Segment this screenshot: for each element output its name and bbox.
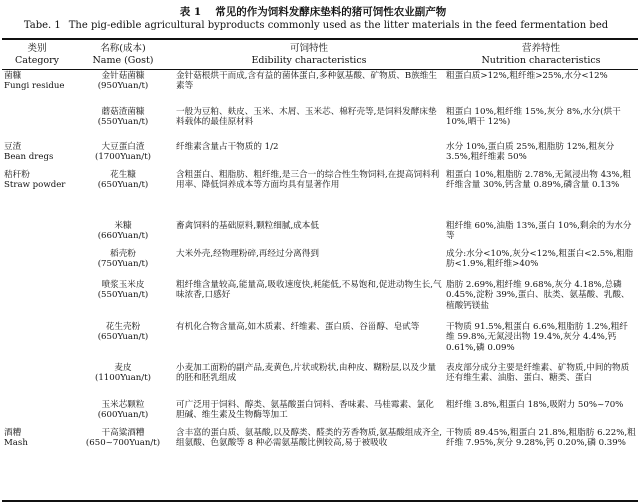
cell-category (2, 106, 72, 141)
cell-edibility: 大米外壳,经物理粉碎,再经过分离得到 (176, 249, 319, 259)
cell-edibility: 粗纤维含量较高,能量高,吸收速度快,耗能低,不易饱和,促进动物生长,气味浓香,口感好 (176, 280, 442, 301)
table-row (2, 321, 638, 362)
cell-edibility: 含丰富的蛋白质、氨基酸,以及醇类、醛类的芳香物质,氨基酸组成齐全,组氨酸、色氨酸等 8 种必需氨基酸比例较高,易于被吸收 (176, 428, 443, 449)
table-bottom-rule (2, 500, 638, 502)
header-nutrition: 营养特性 Nutrition characteristics (481, 42, 601, 66)
cell-name-cost: 花生糠 (650Yuan/t) (97, 170, 149, 191)
table-caption-zh (0, 4, 640, 19)
header-row (2, 40, 638, 69)
table-row (2, 362, 638, 399)
cell-name-cost: 蘑菇渣菌糠 (550Yuan/t) (97, 107, 149, 128)
cell-edibility: 有机化合物含量高,如木质素、纤维素、蛋白质、谷甾醇、皂甙等 (176, 322, 420, 332)
cell-edibility: 含粗蛋白、粗脂肪、粗纤维,是三合一的综合性生物饲料,在提高饲料利用率、降低饲养成本等方面均具有显著作用 (176, 170, 440, 191)
cell-name-cost: 大豆蛋白渣 (1700Yuan/t) (94, 142, 152, 163)
cell-nutrition: 表皮部分成分主要是纤维素、矿物质,中间的物质还有维生素、油脂、蛋白、糖类、蛋白 (446, 363, 630, 384)
cell-name-cost: 玉米芯颗粒 (600Yuan/t) (97, 400, 149, 421)
table-row (2, 220, 638, 248)
table-caption-en (0, 20, 640, 31)
table-number-en: Tabe. 1 (23, 20, 61, 31)
cell-nutrition: 粗蛋白 10%,粗纤维 15%,灰分 8%,水分(烘干 10%,晒干 12%) (446, 107, 621, 128)
cell-nutrition: 水分 10%,蛋白质 25%,粗脂肪 12%,粗灰分 3.5%,粗纤维素 50% (446, 142, 615, 163)
header-category: 类别 Category (14, 42, 60, 66)
cell-nutrition: 成分:水分<10%,灰分<12%,粗蛋白<2.5%,粗脂肪<1.9%,粗纤维>40% (446, 249, 634, 270)
cell-edibility: 畜禽饲料的基础原料,颗粒细腻,成本低 (176, 221, 319, 231)
table-header (2, 40, 638, 69)
cell-name-cost: 喷浆玉米皮 (550Yuan/t) (97, 280, 149, 301)
cell-category: 菌糠 Fungi residue (4, 71, 65, 92)
cell-nutrition: 干物质 91.5%,粗蛋白 6.6%,粗脂肪 1.2%,粗纤维 59.8%,无氮浸出物 19.4%,灰分 4.4%,钙 0.61%,磷 0.09% (446, 322, 628, 353)
cell-name-cost: 花生壳粉 (650Yuan/t) (97, 322, 149, 343)
cell-nutrition: 粗蛋白 10%,粗脂肪 2.78%,无氮浸出物 43%,粗纤维含量 30%,钙含量 0.89%,磷含量 0.13% (446, 170, 632, 191)
cell-nutrition: 干物质 89.45%,粗蛋白 21.8%,粗脂肪 6.22%,粗纤维 7.95%,灰分 9.28%,钙 0.20%,磷 0.39% (446, 428, 636, 449)
table-body (2, 70, 638, 470)
cell-edibility: 一般为豆粕、麸皮、玉米、木屑、玉米芯、棉籽壳等,是饲料发酵床垫料载体的最佳原材料 (176, 107, 437, 128)
cell-category (2, 399, 72, 427)
header-name-cost: 名称(成本) Name (Gost) (92, 42, 154, 66)
table-row (2, 427, 638, 470)
cell-edibility: 纤维素含量占干物质的 1/2 (176, 142, 279, 152)
cell-edibility: 金针菇根烘干而成,含有益的菌体蛋白,多种氨基酸、矿物质、B族维生素等 (176, 71, 437, 92)
table-row (2, 248, 638, 279)
cell-edibility: 可广泛用于饲料、醇类、氨基酸蛋白饲料、香味素、马桂霉素、氯化胆碱、维生素及生物酶等加工 (176, 400, 434, 421)
cell-edibility: 小麦加工面粉的副产品,麦黄色,片状或粉状,由种皮、糊粉层,以及少量的胚和胚乳组成 (176, 363, 437, 384)
table-row (2, 141, 638, 169)
cell-name-cost: 稻壳粉 (750Yuan/t) (97, 249, 149, 270)
table-row (2, 169, 638, 220)
table-row (2, 106, 638, 141)
table-row (2, 279, 638, 321)
watermark (395, 486, 635, 500)
cell-category (2, 279, 72, 321)
cell-nutrition: 粗纤维 60%,油脂 13%,蛋白 10%,剩余的为水分等 (446, 221, 632, 242)
cell-category: 秸秆粉 Straw powder (4, 170, 66, 191)
cell-name-cost: 麦皮 (1100Yuan/t) (94, 363, 152, 384)
cell-category: 豆渣 Bean dregs (4, 142, 54, 163)
table-title-en: The pig-edible agricultural byproducts commonly used as the litter materials in the feed fermentation bed (68, 20, 609, 31)
cell-name-cost: 金针菇菌糠 (950Yuan/t) (97, 71, 149, 92)
cell-category: 酒糟 Mash (4, 428, 28, 449)
cell-nutrition: 脂肪 2.69%,粗纤维 9.68%,灰分 4.18%,总磷 0.45%,淀粉 39%,蛋白、肽类、氨基酸、乳酸、植酸钙镁盐 (446, 280, 630, 311)
cell-name-cost: 干高粱酒糟 (650~700Yuan/t) (85, 428, 161, 449)
table-row (2, 399, 638, 427)
header-edibility: 可饲特性 Edibility characteristics (251, 42, 367, 66)
table-number-zh: 表 1 (179, 6, 202, 18)
cell-category (2, 220, 72, 248)
cell-nutrition: 粗纤维 3.8%,粗蛋白 18%,吸附力 50%~70% (446, 400, 624, 410)
table-row (2, 70, 638, 106)
cell-name-cost: 米糠 (660Yuan/t) (97, 221, 149, 242)
cell-category (2, 248, 72, 279)
cell-nutrition: 粗蛋白质>12%,粗纤维>25%,水分<12% (446, 71, 608, 81)
table-title-zh: 常见的作为饲料发酵床垫料的猪可饲性农业副产物 (215, 6, 447, 18)
cell-category (2, 321, 72, 362)
cell-category (2, 362, 72, 399)
